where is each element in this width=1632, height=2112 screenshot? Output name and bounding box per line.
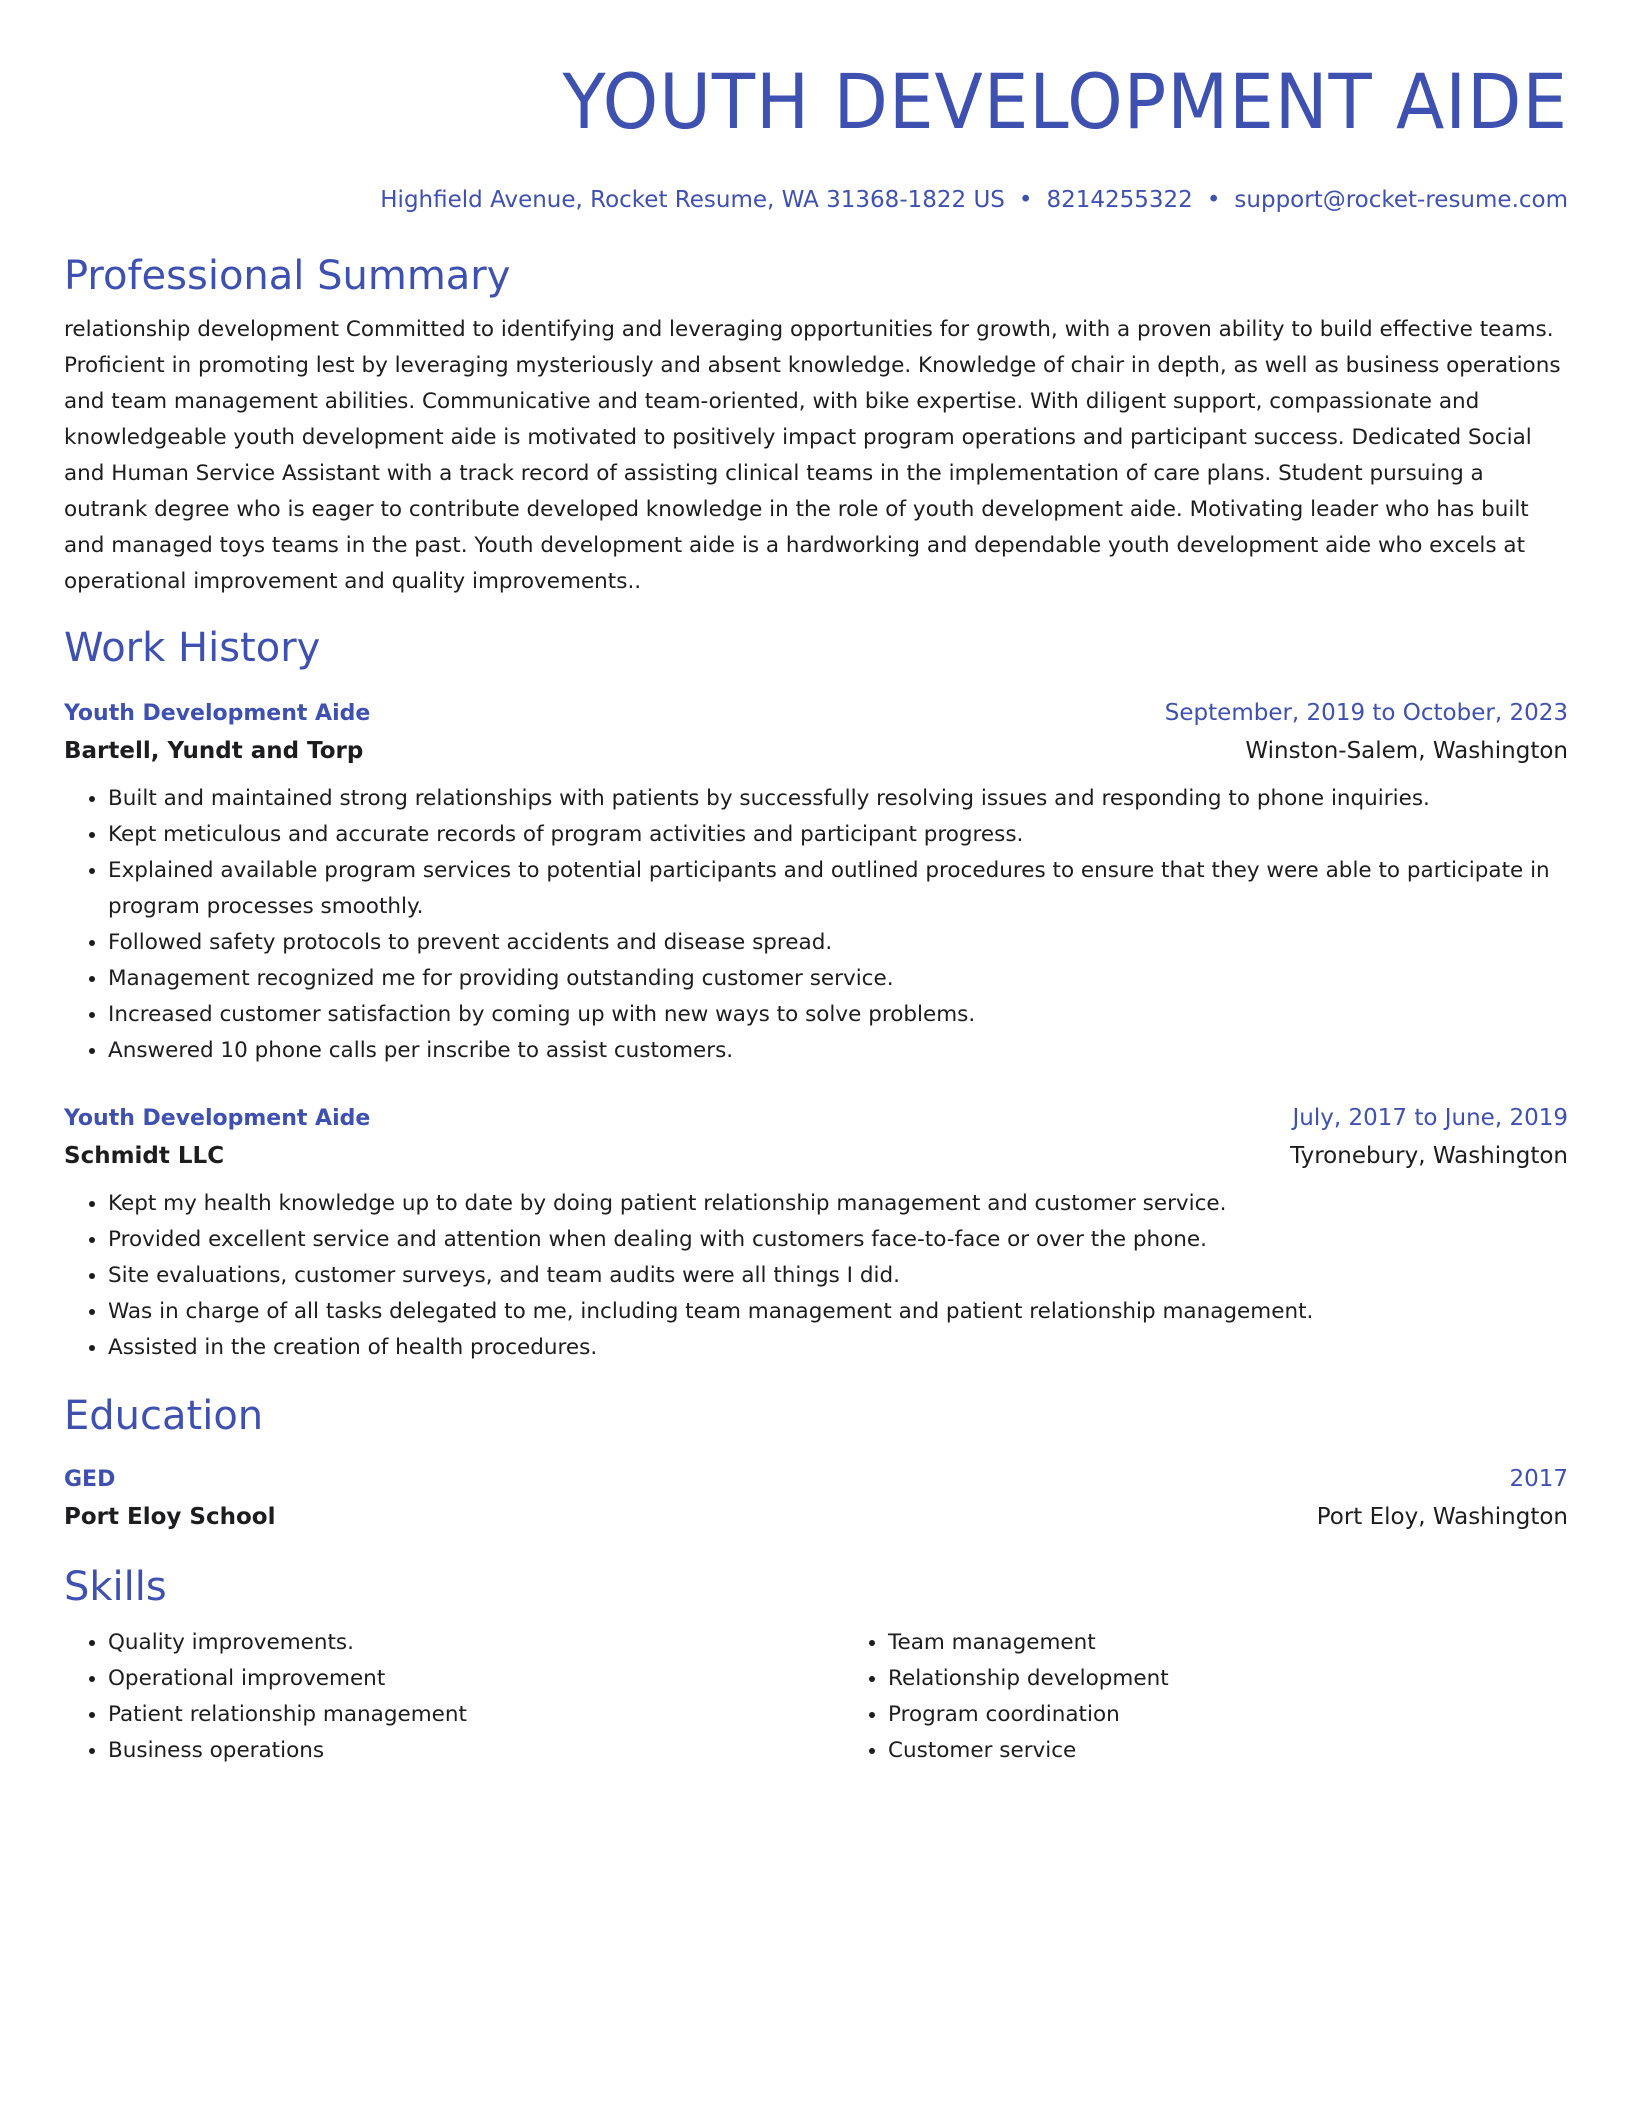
- skill-item: • Relationship development: [888, 1661, 1568, 1697]
- school-name: Port Eloy School: [64, 1504, 276, 1530]
- list-item: • Provided excellent service and attention when dealing with customers face-to-face or over the phone.: [108, 1222, 1568, 1258]
- job-location: Tyronebury, Washington: [1290, 1143, 1568, 1169]
- employer: Bartell, Yundt and Torp: [64, 738, 364, 764]
- job-header: [64, 1101, 1568, 1136]
- job-header: [64, 696, 1568, 731]
- skill-item: • Customer service: [888, 1733, 1568, 1769]
- summary-text: relationship development Committed to identifying and leveraging opportunities for growth, with a proven ability to build effective teams. Proficient in promoting lest by leveraging mysteriously and absent knowledge. Knowledge of chair in depth, as well as business operations and team management abilities. Communicative and team-oriented, with bike expertise. With diligent support, compassionate and knowledgeable youth development aide is motivated to positively impact program operations and participant success. Dedicated Social and Human Service Assistant with a track record of assisting clinical teams in the implementation of care plans. Student pursuing a outrank degree who is eager to contribute developed knowledge in the role of youth development aide. Motivating leader who has built and managed toys teams in the past. Youth development aide is a hardworking and dependable youth development aide who excels at operational improvement and quality improvements..: [64, 317, 1561, 594]
- separator-dot: •: [1206, 187, 1221, 213]
- job-subheader: [64, 731, 1568, 771]
- list-item: • Kept meticulous and accurate records of program activities and participant progress.: [108, 817, 1568, 853]
- job-dates: September, 2019 to October, 2023: [1164, 700, 1568, 726]
- list-item: • Management recognized me for providing outstanding customer service.: [108, 961, 1568, 997]
- job-entry: [64, 696, 1568, 1069]
- skill-item: • Business operations: [108, 1733, 844, 1769]
- list-item: • Was in charge of all tasks delegated to me, including team management and patient relationship management.: [108, 1294, 1568, 1330]
- skills-list: [64, 1625, 1568, 1769]
- skill-item: • Patient relationship management: [108, 1697, 844, 1733]
- skills-column: [844, 1625, 1568, 1769]
- section-title-work-history: Work History: [64, 625, 321, 671]
- job-bullets: [64, 1186, 1568, 1366]
- list-item: • Explained available program services to potential participants and outlined procedures to ensure that they were able to participate in program processes smoothly.: [108, 853, 1568, 925]
- section-title-summary: Professional Summary: [64, 253, 511, 299]
- education-header: [64, 1462, 1568, 1497]
- education-entry: [64, 1462, 1568, 1537]
- list-item: • Built and maintained strong relationships with patients by successfully resolving issues and responding to phone inquiries.: [108, 781, 1568, 817]
- job-dates: July, 2017 to June, 2019: [1292, 1105, 1568, 1131]
- list-item: • Assisted in the creation of health procedures.: [108, 1330, 1568, 1366]
- list-item: • Site evaluations, customer surveys, and team audits were all things I did.: [108, 1258, 1568, 1294]
- address: Highfield Avenue, Rocket Resume, WA 31368-1822 US: [380, 187, 1005, 213]
- education-subheader: [64, 1497, 1568, 1537]
- list-item: • Kept my health knowledge up to date by doing patient relationship management and customer service.: [108, 1186, 1568, 1222]
- email-link[interactable]: support@rocket-resume.com: [1234, 187, 1568, 213]
- skills-column: [64, 1625, 844, 1769]
- job-subheader: [64, 1136, 1568, 1176]
- degree: GED: [64, 1467, 116, 1492]
- section-title-skills: Skills: [64, 1564, 167, 1610]
- employer: Schmidt LLC: [64, 1143, 225, 1169]
- candidate-name: YOUTH DEVELOPMENT AIDE: [562, 57, 1568, 146]
- skill-item: • Program coordination: [888, 1697, 1568, 1733]
- job-bullets: [64, 781, 1568, 1069]
- phone: 8214255322: [1046, 187, 1193, 213]
- school-location: Port Eloy, Washington: [1316, 1504, 1568, 1530]
- skill-item: • Quality improvements.: [108, 1625, 844, 1661]
- job-entry: [64, 1101, 1568, 1366]
- section-title-education: Education: [64, 1393, 264, 1439]
- contact-line: [64, 182, 1568, 218]
- job-title: Youth Development Aide: [64, 701, 371, 726]
- skill-item: • Operational improvement: [108, 1661, 844, 1697]
- list-item: • Increased customer satisfaction by coming up with new ways to solve problems.: [108, 997, 1568, 1033]
- skill-item: • Team management: [888, 1625, 1568, 1661]
- list-item: • Followed safety protocols to prevent accidents and disease spread.: [108, 925, 1568, 961]
- education-year: 2017: [1509, 1466, 1568, 1492]
- job-location: Winston-Salem, Washington: [1245, 738, 1568, 764]
- list-item: • Answered 10 phone calls per inscribe to assist customers.: [108, 1033, 1568, 1069]
- job-title: Youth Development Aide: [64, 1106, 371, 1131]
- separator-dot: •: [1018, 187, 1033, 213]
